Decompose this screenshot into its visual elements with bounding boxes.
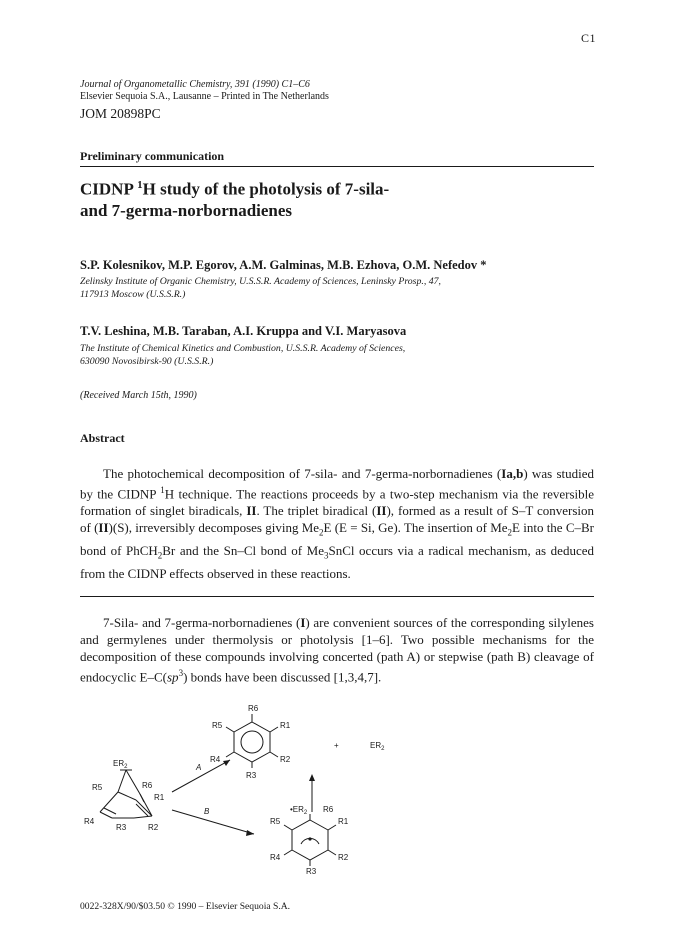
biradical-er2-label: $•ER_2$ bbox=[290, 805, 308, 816]
affiliation-2-line2: 630090 Novosibirsk-90 (U.S.S.R.) bbox=[80, 355, 214, 367]
reaction-scheme bbox=[80, 700, 594, 880]
copyright-footer: 0022-328X/90/$03.50 © 1990 – Elsevier Sequoia S.A. bbox=[80, 901, 291, 912]
title-sup: 1 bbox=[137, 179, 143, 191]
biradical-r1-label: R1 bbox=[338, 817, 349, 826]
scheme-drawing bbox=[80, 700, 594, 880]
product-r2-label: R2 bbox=[280, 755, 291, 764]
title-suffix: H study of the photolysis of 7-sila- bbox=[142, 179, 390, 199]
section-label: Preliminary communication bbox=[80, 149, 225, 163]
authors-group-1: S.P. Kolesnikov, M.P. Egorov, A.M. Galminas, M.B. Ezhova, O.M. Nefedov * bbox=[80, 258, 487, 272]
affiliation-1-line2: 117913 Moscow (U.S.S.R.) bbox=[80, 288, 186, 300]
start-er2-label: $ER_2$ bbox=[113, 759, 128, 770]
authors-group-2: T.V. Leshina, M.B. Taraban, A.I. Kruppa and V.I. Maryasova bbox=[80, 324, 407, 338]
abstract-body bbox=[80, 465, 594, 582]
start-r3-label: R3 bbox=[116, 823, 127, 832]
start-r4-label: R4 bbox=[84, 817, 95, 826]
biradical-r6-label: R6 bbox=[323, 805, 334, 814]
norbornadiene-structure bbox=[100, 770, 152, 818]
product-r4-label: R4 bbox=[210, 755, 221, 764]
affiliation-1-line1: Zelinsky Institute of Organic Chemistry, U.S.S.R. Academy of Sciences, Leninsky Prosp., 47, bbox=[80, 276, 441, 287]
path-b-label: B bbox=[204, 807, 210, 816]
jom-id: JOM 20898PC bbox=[80, 106, 161, 121]
start-r1-label: R1 bbox=[154, 793, 165, 802]
affiliation-2-line1: The Institute of Chemical Kinetics and Combustion, U.S.S.R. Academy of Sciences, bbox=[80, 343, 406, 354]
affiliation-1 bbox=[80, 276, 594, 301]
radical-dot bbox=[308, 837, 311, 840]
journal-citation: Journal of Organometallic Chemistry, 391 (1990) C1–C6 bbox=[80, 79, 310, 90]
received-date: (Received March 15th, 1990) bbox=[80, 390, 197, 401]
product-r1-label: R1 bbox=[280, 721, 291, 730]
publisher-line: Elsevier Sequoia S.A., Lausanne – Printed in The Netherlands bbox=[80, 91, 329, 102]
article-title bbox=[80, 175, 594, 221]
abstract-paragraph: The photochemical decomposition of 7-sila- and 7-germa-norbornadienes (Ia,b) was studied by the CIDNP $^1$H technique. The reactions proceeds by a two-step mechanism via the reversible formation of singlet biradicals, II. The triplet biradical (II), formed as a result of S–T conversion of (II)(S), irreversibly decomposes giving $Me_2E$ (E = Si, Ge). The insertion of $Me_2E$ into the C–Br bond of PhCH$_2$Br and the Sn–Cl bond of $Me_3SnCl$ occurs via a radical mechanism, as deduced from the CIDNP effects observed in these reactions. bbox=[80, 466, 595, 581]
product-r6-label: R6 bbox=[248, 704, 259, 713]
section-rule bbox=[80, 166, 594, 167]
product-r3-label: R3 bbox=[246, 771, 257, 780]
start-r5-label: R5 bbox=[92, 783, 103, 792]
path-b-arrowhead bbox=[246, 830, 254, 836]
title-prefix: CIDNP bbox=[80, 179, 138, 199]
path-a-label: A bbox=[196, 763, 202, 772]
path-b-arrow bbox=[172, 810, 254, 834]
product-er2-label: $ER_2$ bbox=[370, 741, 385, 752]
page-number: C1 bbox=[580, 31, 596, 45]
affiliation-2 bbox=[80, 343, 594, 368]
decomposition-arrowhead bbox=[309, 774, 315, 781]
abstract-rule bbox=[80, 596, 594, 597]
biradical-r5-label: R5 bbox=[270, 817, 281, 826]
start-r2-label: R2 bbox=[148, 823, 159, 832]
abstract-heading: Abstract bbox=[80, 431, 125, 445]
plus-sign: + bbox=[334, 741, 339, 750]
benzene-product bbox=[226, 714, 278, 768]
start-r6-label: R6 bbox=[142, 781, 153, 790]
biradical-r2-label: R2 bbox=[338, 853, 349, 862]
intro-body bbox=[80, 614, 594, 685]
biradical-r4-label: R4 bbox=[270, 853, 281, 862]
intro-paragraph: 7-Sila- and 7-germa-norbornadienes (I) are convenient sources of the corresponding silylenes and germylenes under thermolysis or photolysis [1–6]. Two possible mechanisms for the decomposition of these compounds involving concerted (path A) or stepwise (path B) cleavage of endocyclic $E-C(sp^3)$ bonds have been discussed [1,3,4,7]. bbox=[80, 615, 594, 685]
biradical-r3-label: R3 bbox=[306, 867, 317, 876]
product-r5-label: R5 bbox=[212, 721, 223, 730]
journal-header bbox=[80, 79, 600, 122]
title-line2: and 7-germa-norbornadienes bbox=[80, 200, 293, 220]
